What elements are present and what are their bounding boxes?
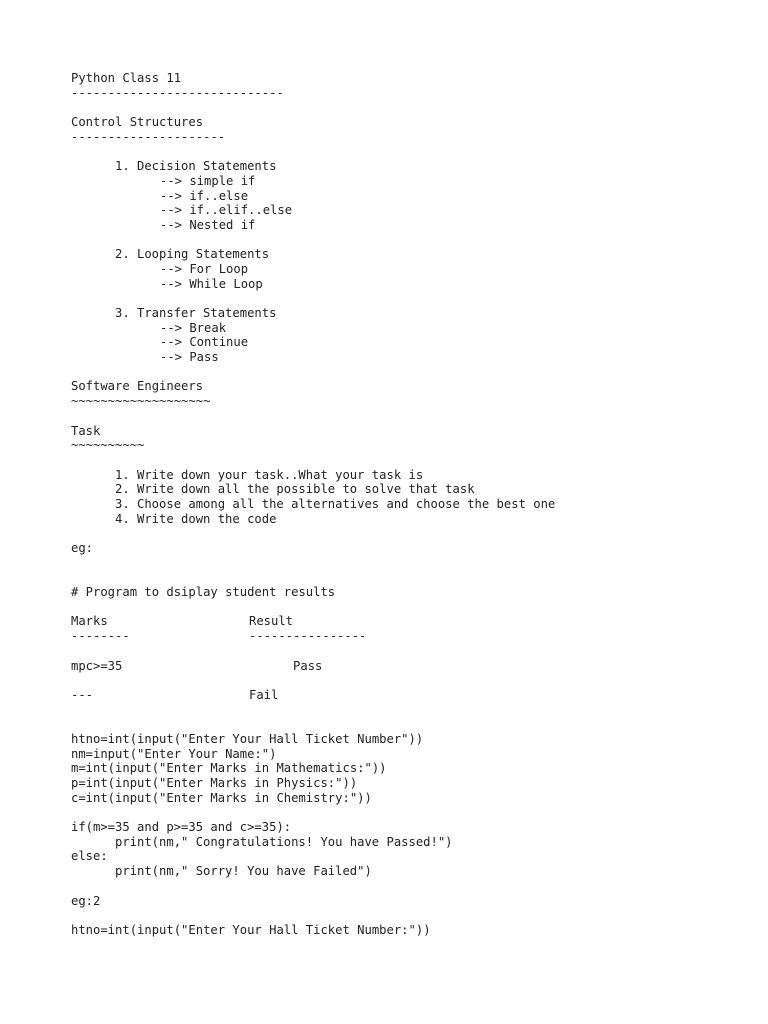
code-line: nm=input("Enter Your Name:") — [71, 746, 277, 761]
example-label: eg:2 — [71, 893, 101, 908]
table-row — [71, 659, 761, 674]
table-header-row — [71, 614, 761, 629]
code-line: p=int(input("Enter Marks in Physics:")) — [71, 776, 358, 790]
section-heading-software-engineers: Software Engineers — [71, 379, 204, 394]
task-step: 1. Write down your task..What your task is — [115, 467, 424, 482]
example-label: eg: — [71, 541, 94, 555]
group-label-transfer: 3. Transfer Statements — [115, 306, 277, 320]
table-rule: ---------------- — [249, 629, 367, 644]
code-line: print(nm," Sorry! You have Failed") — [115, 864, 372, 879]
code-line: htno=int(input("Enter Your Hall Ticket Number:")) — [71, 922, 431, 937]
list-item: --> simple if — [160, 173, 256, 188]
code-line: m=int(input("Enter Marks in Mathematics:")) — [71, 761, 387, 776]
code-comment: # Program to dsiplay student results — [71, 585, 336, 600]
table-cell-result: Pass — [249, 658, 323, 673]
list-item: --> While Loop — [160, 276, 263, 291]
list-item: --> For Loop — [160, 261, 249, 276]
table-row — [71, 688, 761, 703]
list-item: --> Break — [160, 320, 227, 335]
group-label-looping: 2. Looping Statements — [115, 247, 270, 262]
code-line: if(m>=35 and p>=35 and c>=35): — [71, 820, 292, 835]
table-header-result: Result — [249, 614, 294, 629]
code-line: print(nm," Congratulations! You have Passed!") — [115, 834, 453, 849]
list-item: --> Continue — [160, 335, 249, 350]
task-step: 3. Choose among all the alternatives and choose the best one — [115, 496, 556, 511]
list-item: --> Nested if — [160, 217, 256, 232]
doc-title: Python Class 11 — [71, 71, 182, 85]
table-cell-condition: mpc>=35 — [71, 658, 123, 673]
table-header-marks: Marks — [71, 614, 108, 629]
task-step: 2. Write down all the possible to solve that task — [115, 482, 475, 497]
section-underline: ~~~~~~~~~~~~~~~~~~~ — [71, 394, 211, 409]
task-step: 4. Write down the code — [115, 511, 277, 526]
section-underline: --------------------- — [71, 129, 226, 144]
document-page — [71, 71, 761, 938]
list-item: --> if..else — [160, 188, 249, 203]
table-cell-condition: --- — [71, 687, 94, 702]
section-underline: ~~~~~~~~~~ — [71, 438, 145, 453]
table-rule: -------- — [71, 629, 130, 644]
code-line: htno=int(input("Enter Your Hall Ticket Number")) — [71, 731, 424, 746]
list-item: --> Pass — [160, 350, 219, 365]
table-cell-result: Fail — [249, 687, 279, 702]
list-item: --> if..elif..else — [160, 203, 293, 218]
title-underline: ----------------------------- — [71, 85, 284, 100]
code-line: c=int(input("Enter Marks in Chemistry:")) — [71, 790, 372, 805]
group-label-decision: 1. Decision Statements — [115, 159, 277, 174]
section-heading-task: Task — [71, 423, 101, 438]
code-line: else: — [71, 849, 108, 864]
table-rule-row — [71, 629, 761, 644]
section-heading-control-structures: Control Structures — [71, 115, 204, 130]
